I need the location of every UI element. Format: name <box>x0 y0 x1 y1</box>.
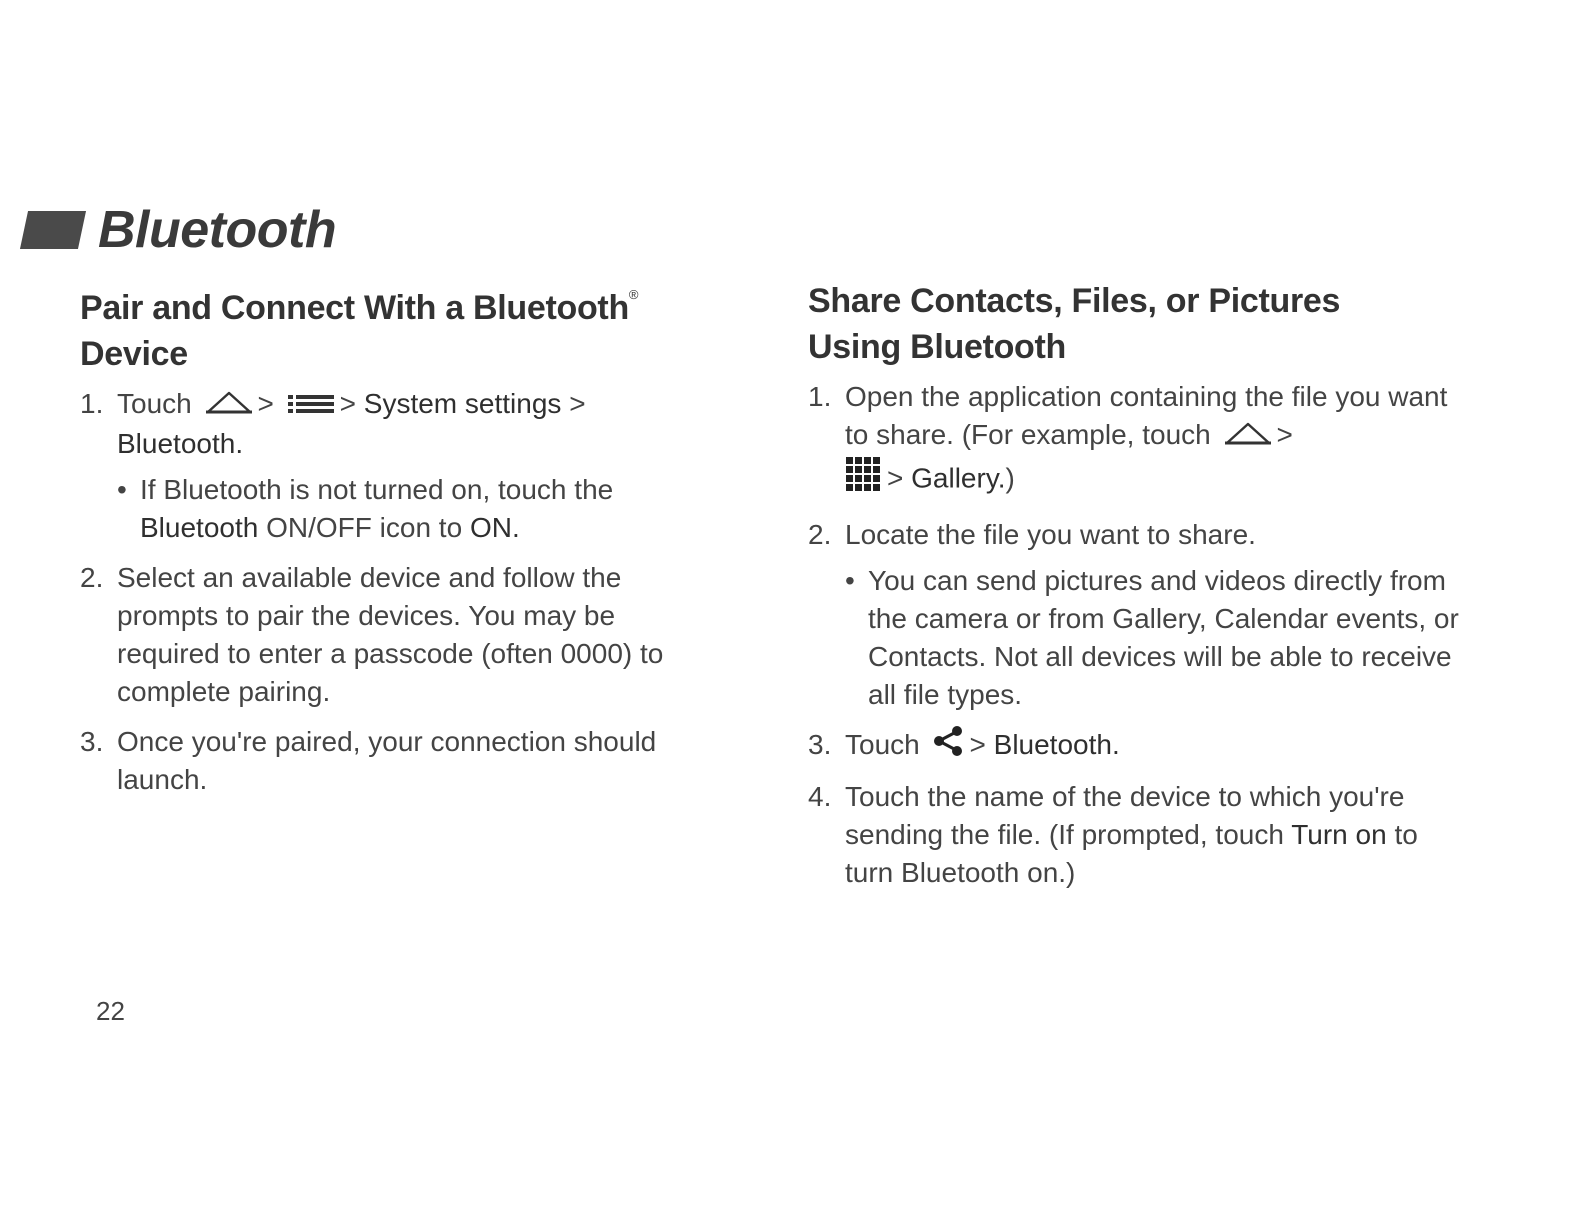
bullet-dot: • <box>845 564 855 596</box>
bluetooth-label: Bluetooth. <box>117 427 244 459</box>
bullet-item <box>845 562 1468 714</box>
step-number: 4. <box>808 781 832 813</box>
left-column <box>80 272 720 811</box>
on-label: ON. <box>469 511 520 543</box>
share-icon <box>932 726 966 766</box>
bullet-text: If Bluetooth is not turned on, touch the <box>140 473 614 505</box>
step-number: 1. <box>80 388 104 419</box>
bullet-dot: • <box>117 473 127 505</box>
separator: > <box>257 388 274 419</box>
bullet-item <box>117 471 720 547</box>
share-step-3 <box>808 726 1468 767</box>
pair-connect-heading <box>80 272 720 377</box>
page-number: 22 <box>96 996 125 1026</box>
apps-grid-icon <box>845 456 883 504</box>
share-heading <box>808 278 1468 370</box>
gallery-label: Gallery. <box>911 462 1006 493</box>
heading-line2: Device <box>80 335 188 373</box>
home-icon <box>204 387 254 425</box>
heading-line1: Share Contacts, Files, or Pictures <box>808 282 1341 320</box>
turn-on-label: Turn on <box>1291 819 1387 851</box>
section-title: Bluetooth <box>98 201 337 259</box>
pair-step-2 <box>80 559 720 711</box>
share-step-2 <box>808 516 1468 714</box>
separator: > <box>887 462 904 493</box>
separator: > <box>969 728 986 760</box>
menu-icon <box>286 387 336 425</box>
system-settings-label: System settings <box>363 388 562 419</box>
separator: > <box>339 388 356 419</box>
section-marker <box>20 211 86 249</box>
step-text: Touch <box>845 728 920 760</box>
home-icon <box>1223 418 1273 456</box>
share-step-2-notes <box>845 562 1468 714</box>
step-number: 2. <box>808 518 832 550</box>
step-number: 3. <box>808 728 832 760</box>
separator: > <box>569 388 586 419</box>
heading-line1: Pair and Connect With a Bluetooth <box>80 289 629 327</box>
step-number: 2. <box>80 561 104 593</box>
step-text: Once you're paired, your connection should launch. <box>117 725 657 795</box>
bullet-text: You can send pictures and videos directly from the camera or from Gallery, Calendar events, or Contacts. Not all devices will be able to receive all file types. <box>868 564 1459 710</box>
step-number: 1. <box>808 381 832 412</box>
step-text: Touch <box>117 388 192 419</box>
pair-step-1-notes <box>117 471 720 547</box>
right-column <box>808 278 1468 904</box>
bullet-text: ON/OFF icon to <box>266 511 463 543</box>
step-text: Locate the file you want to share. <box>845 518 1256 550</box>
step-text: Select an available device and follow the prompts to pair the devices. You may be required to enter a passcode (often 0000) to complete pairing. <box>117 561 664 707</box>
step-text: to turn Bluetooth on.) <box>845 819 1418 889</box>
bluetooth-label: Bluetooth <box>140 511 259 543</box>
section-header <box>24 198 336 262</box>
share-step-1 <box>808 378 1468 504</box>
pair-step-1 <box>80 385 720 547</box>
separator: > <box>1276 419 1293 450</box>
pair-step-3 <box>80 723 720 799</box>
step-number: 3. <box>80 725 104 757</box>
step-text: Open the application containing the file you want to share. (For example, touch <box>845 381 1448 450</box>
registered-mark: ® <box>628 287 639 302</box>
share-steps <box>808 378 1468 892</box>
heading-line2: Using Bluetooth <box>808 328 1067 366</box>
step-text: Touch the name of the device to which you're sending the file. (If prompted, touch <box>845 781 1405 851</box>
pair-steps <box>80 385 720 799</box>
bluetooth-label: Bluetooth. <box>993 728 1120 760</box>
step-text: ) <box>1005 462 1015 493</box>
share-step-4 <box>808 778 1468 892</box>
